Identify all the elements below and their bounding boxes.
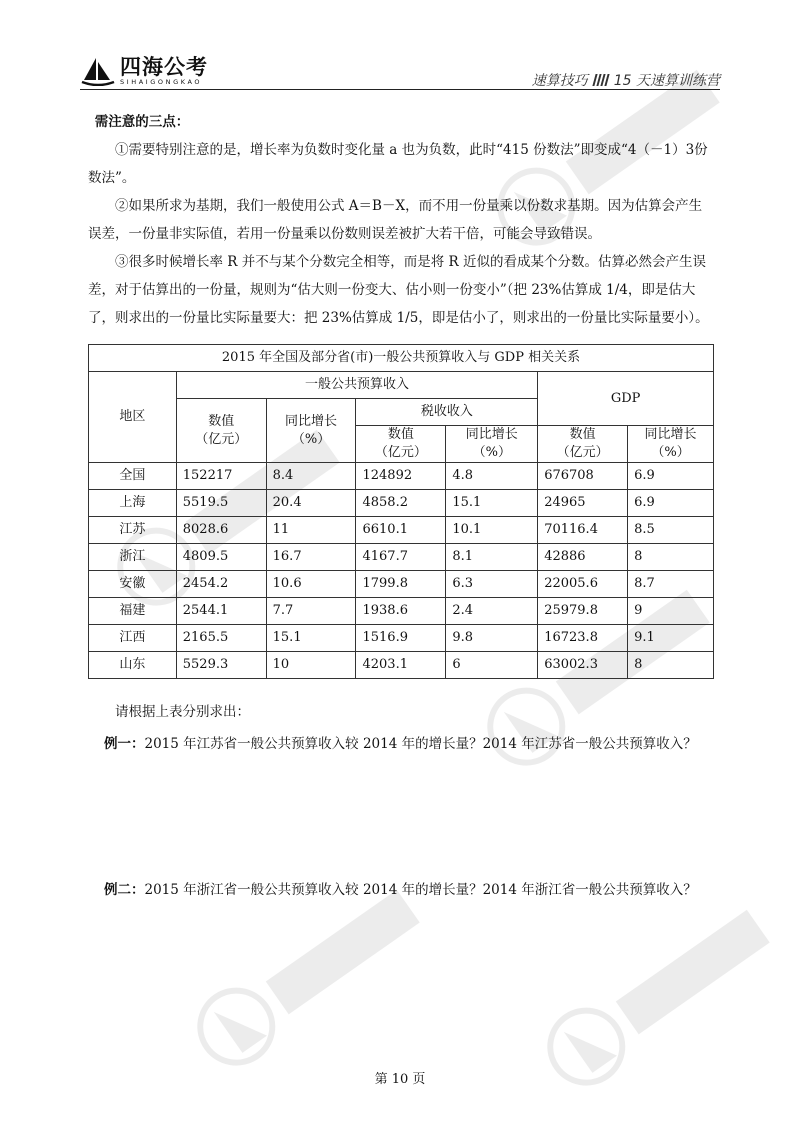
notes-title: 需注意的三点： — [94, 114, 190, 130]
example-2-text: 2015 年浙江省一般公共预算收入较 2014 年的增长量？2014 年浙江省一般公共预算收入？ — [144, 882, 697, 898]
header-tax: 税收收入 — [356, 399, 538, 426]
header-right-label: 15 天速算训练营 — [613, 73, 720, 89]
header-budget-growth: 同比增长 （%） — [266, 399, 356, 463]
table-row: 全国 152217 8.4 124892 4.8 676708 6.9 — [89, 463, 714, 490]
table-row: 浙江 4809.5 16.7 4167.7 8.1 42886 8 — [89, 544, 714, 571]
header-budget-value: 数值 （亿元） — [176, 399, 266, 463]
header-rule — [80, 89, 720, 90]
data-table — [88, 344, 714, 679]
notes-section — [88, 108, 712, 332]
example-1 — [104, 732, 728, 752]
note-3: ③很多时候增长率 R 并不与某个分数完全相等，而是将 R 近似的看成某个分数。估算必然会产生误差，对于估算出的一份量，规则为“估大则一份变大、估小则一份变小”（把 23%估算成 1/4，即是估大了，则求出的一份量比实际量要大：把 23%估算成 1/5，即是估小了，则求出的一份量比实际量要小）。 — [88, 254, 709, 326]
page-header — [80, 56, 720, 96]
logo-text: 四海公考 — [120, 55, 208, 79]
example-2-label: 例二： — [104, 882, 145, 898]
table-row: 安徽 2454.2 10.6 1799.8 6.3 22005.6 8.7 — [89, 571, 714, 598]
logo — [80, 56, 208, 86]
example-2 — [104, 878, 728, 898]
header-gdp: GDP — [538, 372, 714, 426]
header-left-label: 速算技巧 — [531, 73, 588, 89]
note-1: ①需要特别注意的是，增长率为负数时变化量 a 也为负数，此时“415 份数法”即变成“4（－1）3份数法”。 — [88, 142, 708, 186]
page-number: 第 10 页 — [374, 1072, 426, 1087]
header-gdp-growth: 同比增长 （%） — [628, 426, 714, 463]
example-1-label: 例一： — [104, 736, 145, 752]
divider-bars-icon — [594, 74, 608, 86]
header-tax-growth: 同比增长 （%） — [446, 426, 538, 463]
table-caption: 2015 年全国及部分省(市)一般公共预算收入与 GDP 相关关系 — [89, 345, 714, 372]
table-row: 山东 5529.3 10 4203.1 6 63002.3 8 — [89, 652, 714, 679]
table-row: 福建 2544.1 7.7 1938.6 2.4 25979.8 9 — [89, 598, 714, 625]
note-2: ②如果所求为基期，我们一般使用公式 A＝B－X，而不用一份量乘以份数求基期。因为估算会产生误差，一份量非实际值，若用一份量乘以份数则误差被扩大若干倍，可能会导致错误。 — [88, 198, 703, 242]
table-row: 江西 2165.5 15.1 1516.9 9.8 16723.8 9.1 — [89, 625, 714, 652]
table-row: 江苏 8028.6 11 6610.1 10.1 70116.4 8.5 — [89, 517, 714, 544]
header-course-label — [532, 70, 720, 90]
example-1-text: 2015 年江苏省一般公共预算收入较 2014 年的增长量？2014 年江苏省一般公共预算收入？ — [144, 736, 697, 752]
logo-subtitle: SIHAIGONGKAO — [120, 78, 203, 86]
prompt-text: 请根据上表分别求出： — [115, 704, 250, 720]
header-gdp-value: 数值 （亿元） — [538, 426, 628, 463]
header-tax-value: 数值 （亿元） — [356, 426, 446, 463]
table-row: 上海 5519.5 20.4 4858.2 15.1 24965 6.9 — [89, 490, 714, 517]
header-region: 地区 — [89, 372, 177, 463]
header-budget: 一般公共预算收入 — [176, 372, 537, 399]
sailboat-logo-icon — [80, 56, 116, 86]
